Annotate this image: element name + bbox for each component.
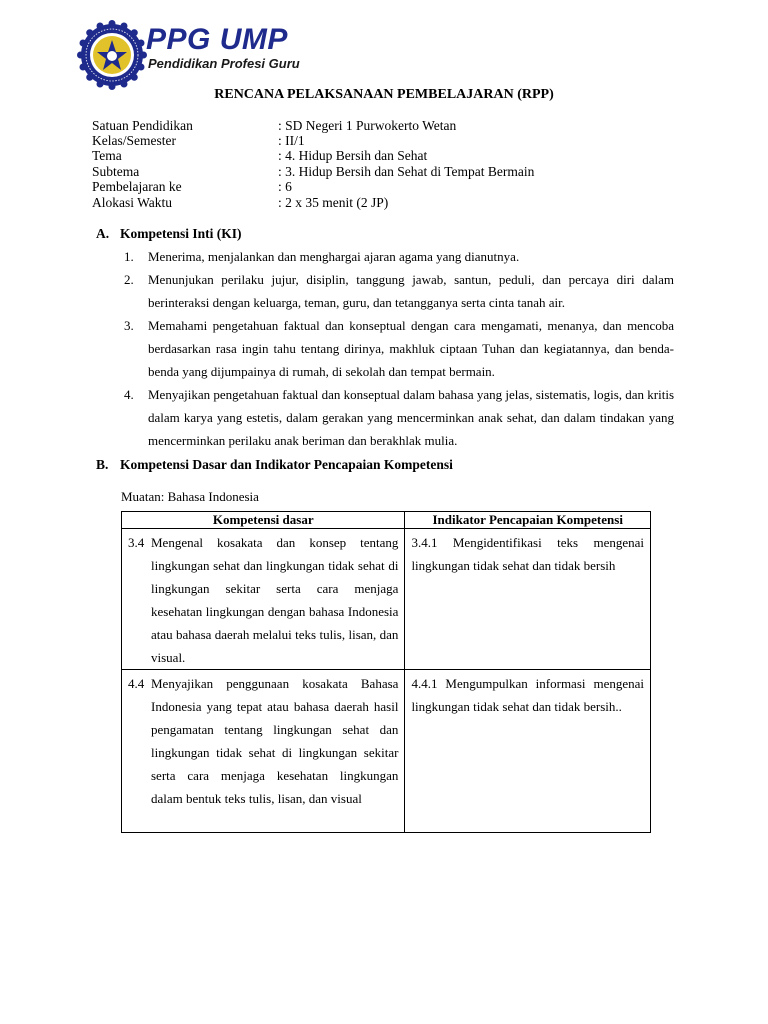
indicator-cell xyxy=(405,670,651,833)
table-header-row xyxy=(122,512,651,529)
list-item xyxy=(124,268,674,314)
indicator-text: 4.4.1 Mengumpulkan informasi mengenai lingkungan tidak sehat dan tidak bersih.. xyxy=(411,676,644,714)
list-item xyxy=(124,314,674,383)
info-value: : 4. Hidup Bersih dan Sehat xyxy=(278,148,428,163)
kd-text: Mengenal kosakata dan konsep tentang lingkungan sehat dan lingkungan tidak sehat di lingkungan sekitar serta cara menjaga kesehatan lingkungan dengan bahasa Indonesia atau bahasa daerah melalui teks tulis, lisan, dan visual. xyxy=(151,535,399,665)
kd-number: 4.4 xyxy=(128,676,145,691)
list-number: 1. xyxy=(124,249,134,264)
kd-number: 3.4 xyxy=(128,535,145,550)
info-value: : 6 xyxy=(278,179,292,194)
kd-cell xyxy=(122,529,405,670)
table-row xyxy=(122,529,651,670)
column-header: Kompetensi dasar xyxy=(122,512,405,529)
info-key: Tema xyxy=(92,148,122,163)
kd-cell xyxy=(122,670,405,833)
kd-text: Menyajikan penggunaan kosakata Bahasa Indonesia yang tepat atau bahasa daerah hasil pengamatan tentang lingkungan sehat dan lingkungan tidak sehat di lingkungan sekitar serta cara menjaga kesehatan lingkungan dalam bentuk teks tulis, lisan, dan visual xyxy=(151,676,399,806)
competency-table xyxy=(121,511,651,833)
section-letter: B. xyxy=(96,457,109,472)
list-item xyxy=(124,245,674,268)
document-title: RENCANA PELAKSANAAN PEMBELAJARAN (RPP) xyxy=(214,87,554,102)
section-a-heading xyxy=(96,226,242,242)
info-key: Alokasi Waktu xyxy=(92,195,173,210)
indicator-cell xyxy=(405,529,651,670)
info-value: : 3. Hidup Bersih dan Sehat di Tempat Bermain xyxy=(278,164,535,179)
column-header: Indikator Pencapaian Kompetensi xyxy=(405,512,651,529)
muatan-label: Muatan: Bahasa Indonesia xyxy=(121,489,259,504)
section-b-heading xyxy=(96,457,453,473)
list-number: 3. xyxy=(124,318,134,333)
section-title: Kompetensi Inti (KI) xyxy=(120,226,242,241)
info-key: Satuan Pendidikan xyxy=(92,118,193,133)
list-item xyxy=(124,383,674,452)
list-text: Memahami pengetahuan faktual dan konseptual dengan cara mengamati, menanya, dan mencoba berdasarkan rasa ingin tahu tentang dirinya, makhluk ciptaan Tuhan dan kegiatannya, dan benda-benda yang dijumpainya di rumah, di sekolah dan tempat bermain. xyxy=(148,318,674,379)
list-text: Menerima, menjalankan dan menghargai ajaran agama yang dianutnya. xyxy=(148,249,520,264)
list-text: Menyajikan pengetahuan faktual dan konseptual dalam bahasa yang jelas, sistematis, logis, dan kritis dalam karya yang estetis, dalam gerakan yang mencerminkan anak sehat, dan dalam tindakan yang mencerminkan perilaku anak beriman dan berakhlak mulia. xyxy=(148,387,674,448)
info-key: Subtema xyxy=(92,164,140,179)
list-text: Menunjukan perilaku jujur, disiplin, tanggung jawab, santun, peduli, dan percaya diri dalam berinteraksi dengan keluarga, teman, guru, dan tetangganya serta cinta tanah air. xyxy=(148,272,674,310)
info-value: : II/1 xyxy=(278,133,305,148)
table-row xyxy=(122,670,651,833)
brand-name: PPG UMP xyxy=(146,23,288,56)
list-number: 2. xyxy=(124,272,134,287)
info-key: Pembelajaran ke xyxy=(92,179,182,194)
list-number: 4. xyxy=(124,387,134,402)
info-key: Kelas/Semester xyxy=(92,133,176,148)
section-title: Kompetensi Dasar dan Indikator Pencapaian Kompetensi xyxy=(120,457,453,472)
section-letter: A. xyxy=(96,226,110,241)
info-value: : 2 x 35 menit (2 JP) xyxy=(278,195,389,210)
university-seal-logo xyxy=(77,20,147,90)
brand-tagline: Pendidikan Profesi Guru xyxy=(148,56,300,71)
indicator-text: 3.4.1 Mengidentifikasi teks mengenai lingkungan tidak sehat dan tidak bersih xyxy=(411,535,644,573)
info-value: : SD Negeri 1 Purwokerto Wetan xyxy=(278,118,457,133)
